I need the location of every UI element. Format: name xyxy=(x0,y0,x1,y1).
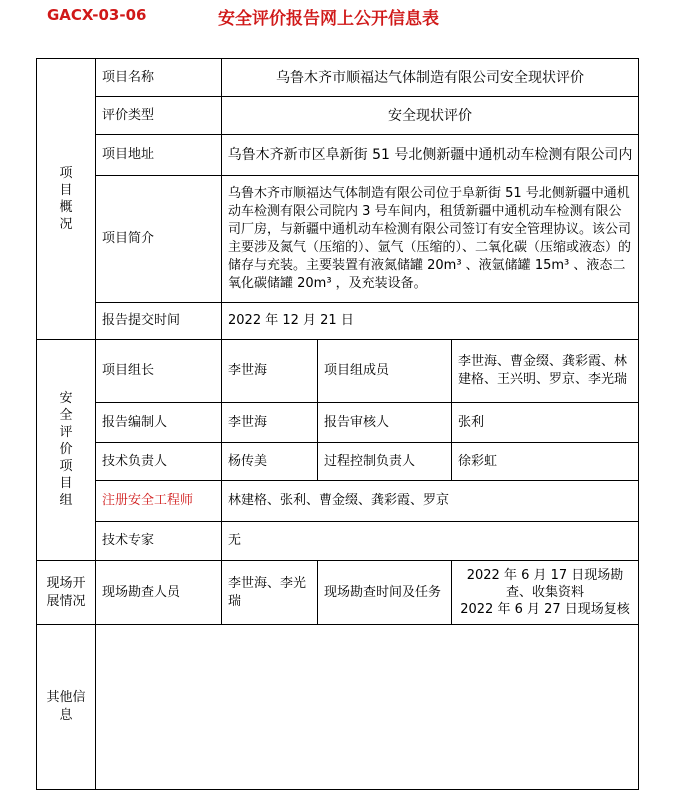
author-label: 报告编制人 xyxy=(96,403,222,443)
reviewer-label: 报告审核人 xyxy=(318,403,452,443)
submit-label: 报告提交时间 xyxy=(96,303,222,340)
process-value: 徐彩虹 xyxy=(452,443,639,481)
task-1: 2022 年 6 月 17 日现场勘查、收集资料 xyxy=(466,568,624,600)
row-submit xyxy=(37,303,639,340)
reviewer-value: 张利 xyxy=(452,403,639,443)
expert-label: 技术专家 xyxy=(96,522,222,561)
eval-type-label: 评价类型 xyxy=(96,97,222,135)
project-name-value: 乌鲁木齐市顺福达气体制造有限公司安全现状评价 xyxy=(222,59,639,97)
info-table xyxy=(36,58,639,790)
leader-label: 项目组长 xyxy=(96,340,222,403)
task-2: 2022 年 6 月 27 日现场复核 xyxy=(460,602,630,617)
row-eval-type xyxy=(37,97,639,135)
submit-value: 2022 年 12 月 21 日 xyxy=(222,303,639,340)
row-leader xyxy=(37,340,639,403)
row-project-name xyxy=(37,59,639,97)
intro-value xyxy=(222,176,639,303)
time-label: 现场勘查时间及任务 xyxy=(318,561,452,625)
tech-lead-value: 杨传美 xyxy=(222,443,318,481)
leader-value: 李世海 xyxy=(222,340,318,403)
section-team-label: 安全评价项目组 xyxy=(59,391,73,508)
intro-text: 乌鲁木齐市顺福达气体制造有限公司位于阜新街 51 号北侧新疆中通机动车检测有限公司院内 3 号车间内，租赁新疆中通机动车检测有限公司厂房，与新疆中通机动车检测有限公司签订有安全管理协议。该公司主要涉及氮气（压缩的）、氩气（压缩的）、二氧化碳（压缩或液态）的储存与充装。主要装置有液氮储罐 20m³ 、液氩储罐 15m³ 、液态二氧化碳储罐 20m³ ，及充装设备。 xyxy=(228,186,632,291)
section-overview-label: 项目概况 xyxy=(59,165,73,232)
row-site xyxy=(37,561,639,625)
page-title: 安全评价报告网上公开信息表 xyxy=(218,9,439,29)
section-team xyxy=(37,340,96,561)
intro-label: 项目简介 xyxy=(96,176,222,303)
section-other: 其他信息 xyxy=(37,625,96,790)
members-value: 李世海、曹金缀、龚彩霞、林建格、王兴明、罗京、李光瑞 xyxy=(452,340,639,403)
author-value: 李世海 xyxy=(222,403,318,443)
row-address xyxy=(37,135,639,176)
address-label: 项目地址 xyxy=(96,135,222,176)
engineers-value: 林建格、张利、曹金缀、龚彩霞、罗京 xyxy=(222,481,639,522)
row-engineers xyxy=(37,481,639,522)
row-intro xyxy=(37,176,639,303)
form-code: GACX-03-06 xyxy=(47,6,147,24)
tech-lead-label: 技术负责人 xyxy=(96,443,222,481)
section-overview xyxy=(37,59,96,340)
surveyors-label: 现场勘查人员 xyxy=(96,561,222,625)
eval-type-value: 安全现状评价 xyxy=(222,97,639,135)
row-author xyxy=(37,403,639,443)
other-content xyxy=(96,625,639,790)
time-value xyxy=(452,561,639,625)
engineers-label: 注册安全工程师 xyxy=(96,481,222,522)
section-site: 现场开展情况 xyxy=(37,561,96,625)
members-label: 项目组成员 xyxy=(318,340,452,403)
row-other xyxy=(37,625,639,790)
row-tech-lead xyxy=(37,443,639,481)
address-value: 乌鲁木齐新市区阜新街 51 号北侧新疆中通机动车检测有限公司内 xyxy=(222,135,639,176)
project-name-label: 项目名称 xyxy=(96,59,222,97)
expert-value: 无 xyxy=(222,522,639,561)
row-expert xyxy=(37,522,639,561)
surveyors-value: 李世海、李光瑞 xyxy=(222,561,318,625)
process-label: 过程控制负责人 xyxy=(318,443,452,481)
